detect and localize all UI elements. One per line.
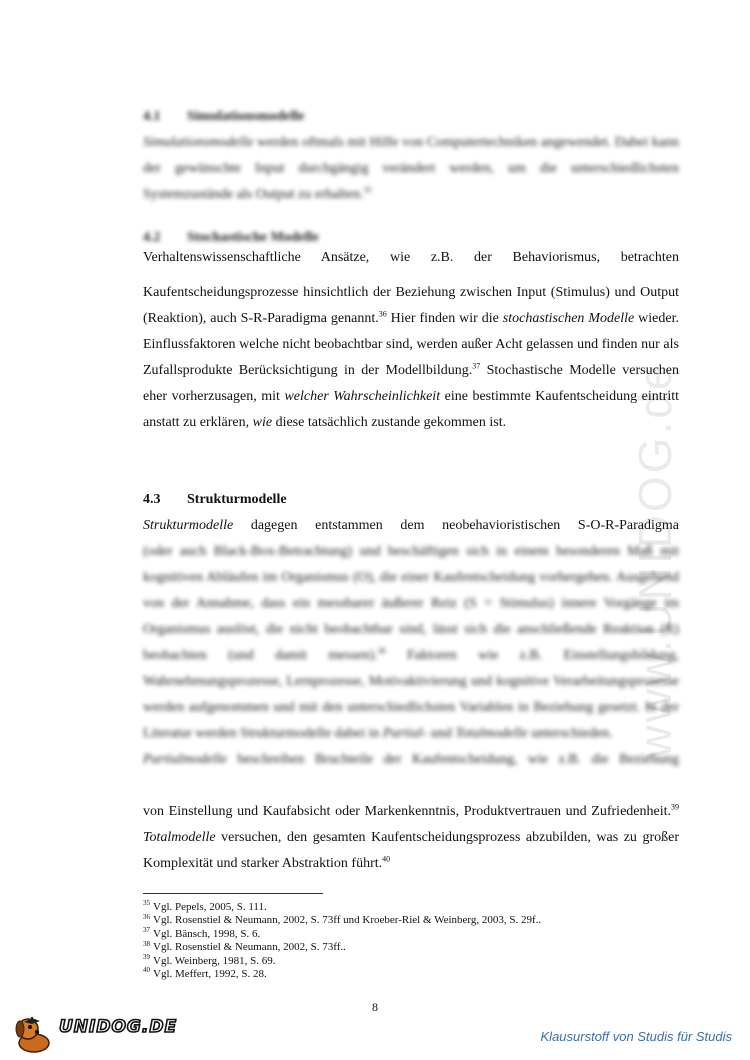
footnote-divider	[143, 893, 323, 894]
section-4-1-heading	[143, 109, 304, 125]
italic-term: Partial-	[382, 726, 428, 741]
section-4-3-lead-line	[143, 513, 679, 539]
italic-term: stochastischen Modelle	[502, 311, 635, 326]
section-4-3-blurred-body	[143, 539, 679, 773]
paragraph-text: eine bestimmte Kaufentscheidung eintritt anstatt zu erklären,	[143, 389, 680, 430]
page-number: 8	[372, 1000, 378, 1014]
paragraph-text: Faktoren wie z.B. Einstellungsbildung, Wahrnehmungsprozesse, Lernprozesse, Motivaktivierung und kognitive Verarbeitungsprozesse werden aufgenommen und mit den unterschiedlichsten Variablen in Beziehung gesetzt. In der Literatur werden Strukturmodelle dabei in	[143, 648, 679, 741]
italic-term: Totalmodelle	[143, 830, 216, 845]
footnote: $^{37}$ Vgl. Bänsch, 1998, S. 6.	[143, 926, 261, 940]
paragraph-text: von Einstellung und Kaufabsicht oder Markenkenntnis, Produktvertrauen und Zufriedenheit.	[143, 804, 671, 819]
footer-slogan: Klausurstoff von Studis für Studis	[540, 1029, 732, 1044]
footnote-ref: 39	[671, 802, 679, 812]
footnote: $^{38}$ Vgl. Rosenstiel & Neumann, 2002, S. 73ff..	[143, 939, 346, 954]
paragraph-text: unterschieden.	[527, 726, 613, 741]
paragraph-text: Verhaltenswissenschaftliche Ansätze, wie z.B. der Behaviorismus, betrachten	[143, 251, 679, 265]
paragraph-text: wieder. Einflussfaktoren welche nicht beobachtbar sind, werden außer Acht gelassen und finden nur als Zufallsprodukte Berücksichtigung in der Modellbildung.	[143, 311, 679, 378]
italic-term: Simulationsmodelle	[143, 135, 254, 150]
italic-term: Totalmodelle	[455, 726, 528, 741]
section-title: Strukturmodelle	[187, 492, 287, 507]
unidog-logo	[14, 1015, 178, 1051]
section-title: Stochastische Modelle	[187, 230, 319, 245]
italic-term: wie	[252, 415, 273, 430]
footnote-ref: 37	[472, 361, 481, 371]
italic-term: welcher Wahrscheinlichkeit	[284, 389, 441, 404]
section-4-3-body	[143, 799, 679, 877]
section-4-1-body	[143, 130, 679, 208]
footnote: $^{35}$ Vgl. Pepels, 2005, S. 111.	[143, 899, 267, 913]
watermark: www.UNIDOG.de	[629, 361, 681, 759]
section-title: Simulationsmodelle	[187, 109, 305, 124]
footnote: $^{40}$ Vgl. Meffert, 1992, S. 28.	[143, 966, 267, 981]
section-4-3-heading	[143, 492, 287, 508]
section-4-2-body	[143, 280, 679, 436]
footnotes	[143, 901, 541, 981]
paragraph-text: beschreiben Bruchteile der Kaufentscheidung, wie z.B. die Beziehung	[227, 752, 679, 767]
footnote-ref: 36	[378, 309, 387, 319]
paragraph-text: (oder auch Black-Box-Betrachtung) und beschäftigen sich in einem besonderen Maß mit kognitiven Abläufen im Organismus (O), die einer Kaufentscheidung vorhergehen. Ausgehend von der Annahme, dass ein messbarer äußerer Reiz (S = Stimulus) innere Vorgänge im Organismus auslöst, die nicht beobachtbar sind, lässt sich die anschließende Reaktion (R) beobachten (und damit messen).	[143, 544, 679, 663]
italic-term: Partialmodelle	[143, 752, 227, 767]
footnote-ref: 40	[382, 854, 391, 864]
paragraph-text: Kaufentscheidungsprozesse hinsichtlich der Beziehung zwischen Input (Stimulus) und Output (Reaktion), auch S-R-Paradigma genannt.	[143, 285, 679, 326]
section-4-2-heading	[143, 230, 319, 246]
footnote-ref: 38	[377, 646, 386, 656]
footnote: $^{39}$ Vgl. Weinberg, 1981, S. 69.	[143, 952, 276, 967]
paragraph-text: diese tatsächlich zustande gekommen ist.	[272, 415, 507, 430]
italic-term: Strukturmodelle	[143, 518, 234, 533]
section-4-2-partial-line	[143, 251, 679, 269]
section-number: 4.1	[143, 109, 161, 124]
paragraph-text: Stochastische Modelle versuchen eher vorherzusagen, mit	[143, 363, 679, 404]
footnote-ref: 35	[363, 185, 372, 195]
logo-text: UNIDOG.DE	[59, 1017, 178, 1037]
paragraph-text: werden oftmals mit Hilfe von Computertechniken angewendet. Dabei kann der gewünschte Input durchgängig verändert werden, um die unterschiedlichsten Systemzustände als Output zu erhalten.	[143, 135, 679, 202]
section-number: 4.3	[143, 492, 161, 507]
paragraph-text: und	[427, 726, 456, 741]
paragraph-text: versuchen, den gesamten Kaufentscheidungsprozess abzubilden, was zu großer Komplexität und starker Abstraktion führt.	[143, 830, 679, 871]
dog-icon	[14, 1015, 62, 1055]
footnote: $^{36}$ Vgl. Rosenstiel & Neumann, 2002, S. 73ff und Kroeber-Riel & Weinberg, 2003, S. 29f..	[143, 912, 542, 927]
paragraph-text: dagegen entstammen dem neobehavioristischen S-O-R-Paradigma	[233, 518, 679, 533]
paragraph-text: Hier finden wir die	[386, 311, 503, 326]
section-number: 4.2	[143, 230, 161, 245]
